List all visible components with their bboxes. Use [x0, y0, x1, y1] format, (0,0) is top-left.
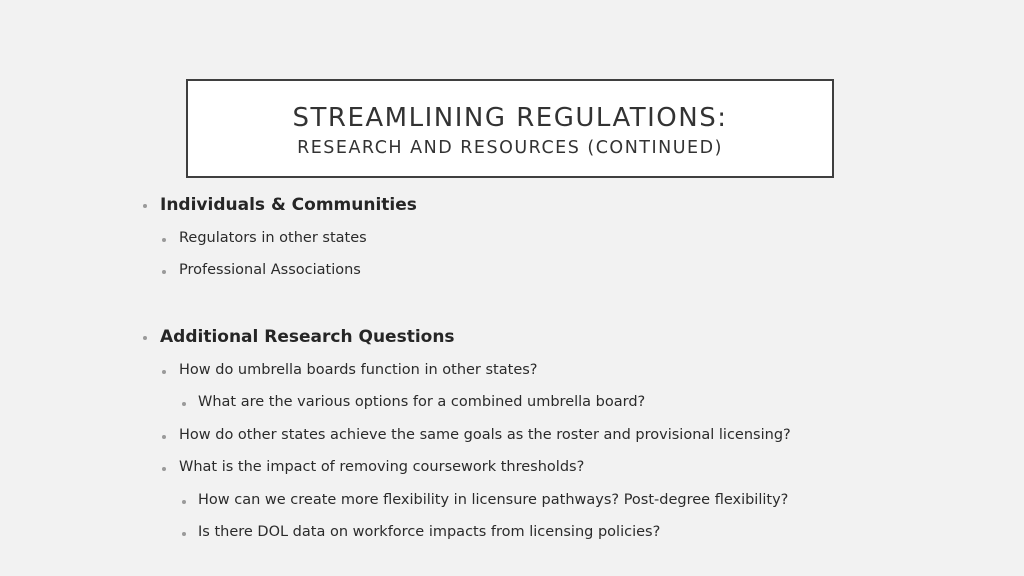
- bullet-dot: [162, 370, 166, 374]
- list-item: How do other states achieve the same goals as the roster and provisional licensing?: [179, 427, 791, 443]
- slide-title: STREAMLINING REGULATIONS:: [292, 103, 728, 133]
- bullet-dot: [182, 500, 186, 504]
- bullet-dot: [143, 204, 147, 208]
- bullet-dot: [162, 467, 166, 471]
- list-item: What is the impact of removing coursework thresholds?: [179, 459, 585, 475]
- section-heading-research: Additional Research Questions: [160, 327, 455, 347]
- list-item: How do umbrella boards function in other states?: [179, 362, 538, 378]
- bullet-dot: [182, 532, 186, 536]
- list-item: Is there DOL data on workforce impacts from licensing policies?: [198, 524, 661, 540]
- list-item: How can we create more flexibility in licensure pathways? Post-degree flexibility?: [198, 492, 789, 508]
- list-item: Professional Associations: [179, 262, 361, 278]
- bullet-dot: [143, 336, 147, 340]
- bullet-dot: [162, 270, 166, 274]
- bullet-dot: [162, 238, 166, 242]
- list-item: Regulators in other states: [179, 230, 367, 246]
- slide-subtitle: RESEARCH AND RESOURCES (CONTINUED): [297, 138, 723, 158]
- section-heading-individuals: Individuals & Communities: [160, 195, 417, 215]
- bullet-dot: [182, 402, 186, 406]
- list-item: What are the various options for a combined umbrella board?: [198, 394, 646, 410]
- bullet-dot: [162, 435, 166, 439]
